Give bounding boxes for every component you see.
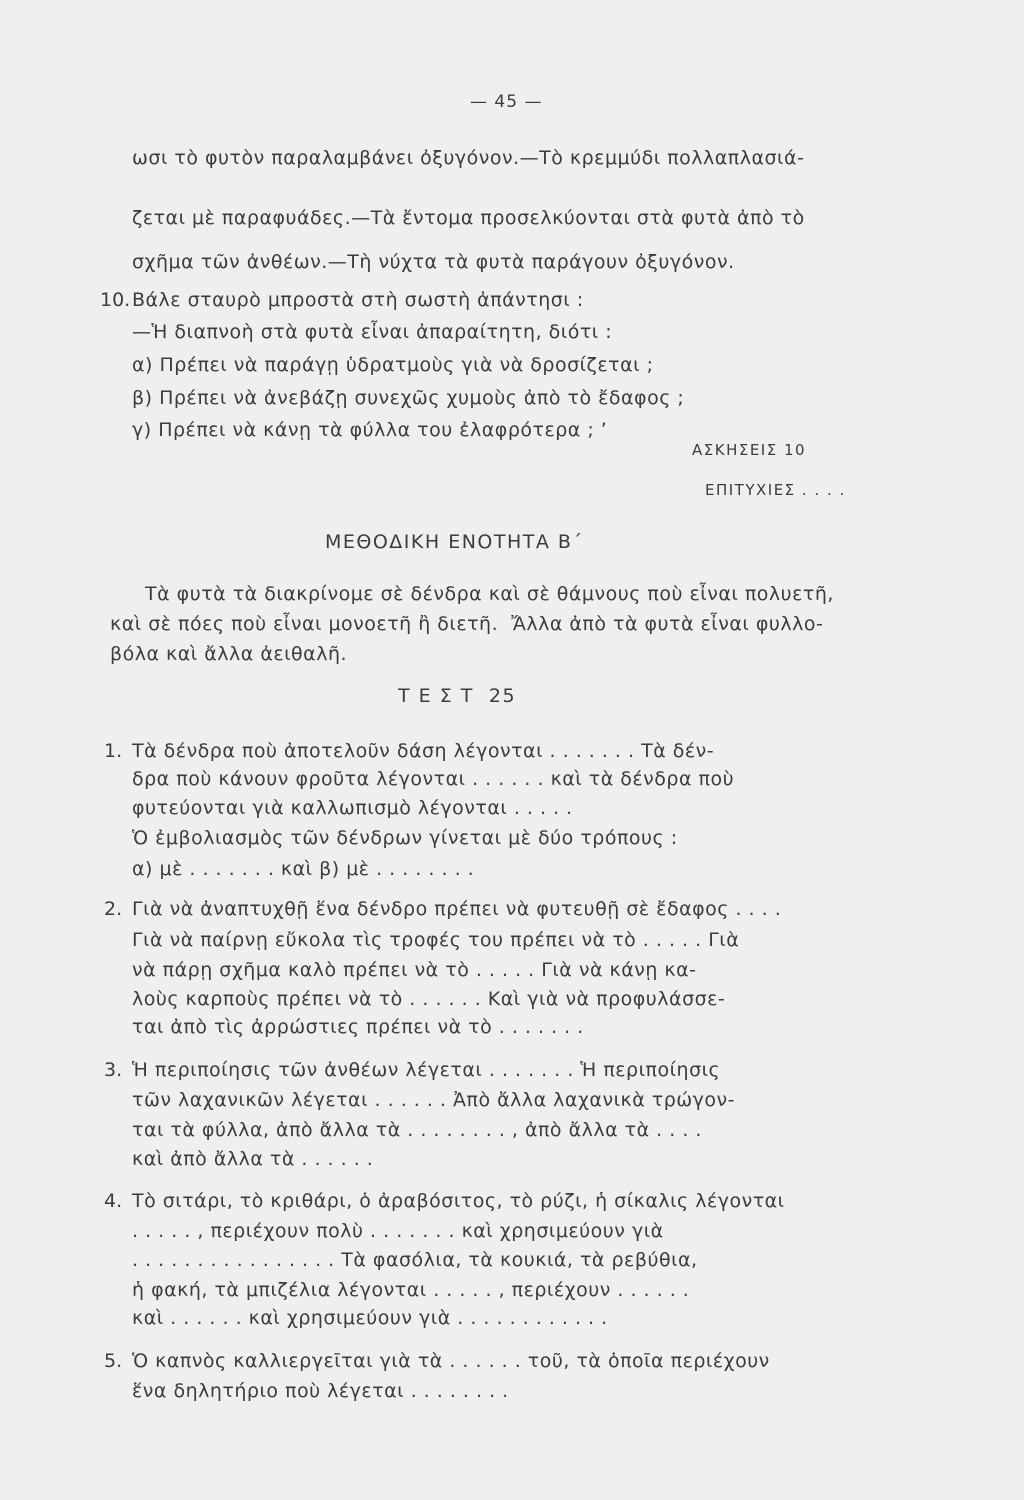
section-line: Τὰ φυτὰ τὰ διακρίνομε σὲ δένδρα καὶ σὲ θάμνους ποὺ εἶναι πολυετῆ, (145, 583, 834, 605)
question-line: φυτεύονται γιὰ καλλωπισμὸ λέγονται . . . . . (132, 797, 573, 819)
question-line: Ὁ καπνὸς καλλιεργεῖται γιὰ τὰ . . . . . . τοῦ, τὰ ὁποῖα περιέχουν (132, 1350, 770, 1372)
question-line: Τὰ δένδρα ποὺ ἀποτελοῦν δάση λέγονται . . . . . . . Τὰ δέν- (132, 740, 715, 762)
question-line: . . . . . , περιέχουν πολὺ . . . . . . . καὶ χρησιμεύουν γιὰ (132, 1220, 664, 1242)
question-line: δρα ποὺ κάνουν φροῦτα λέγονται . . . . . . καὶ τὰ δένδρα ποὺ (132, 768, 735, 790)
question-number: 3. (104, 1059, 123, 1081)
question-number: 2. (104, 898, 123, 920)
score-exercises: ΑΣΚΗΣΕΙΣ 10 (692, 441, 807, 459)
exercise-number: 10. (100, 289, 131, 311)
test-title: Τ Ε Σ Τ 25 (398, 685, 517, 707)
question-line: α) μὲ . . . . . . . καὶ β) μὲ . . . . . . . . (132, 858, 475, 880)
question-line: Ἡ περιποίησις τῶν ἀνθέων λέγεται . . . . . . . Ἡ περιποίησις (132, 1059, 721, 1081)
question-line: καὶ ἀπὸ ἄλλα τὰ . . . . . . (132, 1148, 374, 1170)
question-line: τῶν λαχανικῶν λέγεται . . . . . . Ἀπὸ ἄλλα λαχανικὰ τρώγον- (132, 1089, 736, 1111)
question-line: ἡ φακή, τὰ μπιζέλια λέγονται . . . . . , περιέχουν . . . . . . (132, 1279, 690, 1301)
section-line: καὶ σὲ πόες ποὺ εἶναι μονοετῆ ἢ διετῆ. Ἄλλα ἀπὸ τὰ φυτὰ εἶναι φυλλο- (110, 613, 824, 635)
question-line: ται τὰ φύλλα, ἀπὸ ἄλλα τὰ . . . . . . . . , ἀπὸ ἄλλα τὰ . . . . (132, 1119, 702, 1141)
section-line: βόλα καὶ ἄλλα ἀειθαλῆ. (110, 643, 348, 665)
question-number: 5. (104, 1350, 123, 1372)
question-line: . . . . . . . . . . . . . . . . Τὰ φασόλια, τὰ κουκιά, τὰ ρεβύθια, (132, 1249, 698, 1271)
exercise-line: —Ἡ διαπνοὴ στὰ φυτὰ εἶναι ἀπαραίτητη, διότι : (132, 321, 613, 343)
score-successes: ΕΠΙΤΥΧΙΕΣ . . . . (705, 481, 846, 499)
question-line: Ὁ ἐμβολιασμὸς τῶν δένδρων γίνεται μὲ δύο τρόπους : (132, 827, 678, 849)
question-line: ται ἀπὸ τὶς ἀρρώστιες πρέπει νὰ τὸ . . . . . . . (132, 1016, 584, 1038)
intro-line: ωσι τὸ φυτὸν παραλαμβάνει ὀξυγόνον.—Τὸ κρεμμύδι πολλαπλασιά- (132, 147, 805, 169)
section-title: ΜΕΘΟΔΙΚΗ ΕΝΟΤΗΤΑ Β΄ (325, 531, 584, 553)
question-number: 4. (104, 1190, 123, 1212)
question-line: νὰ πάρῃ σχῆμα καλὸ πρέπει νὰ τὸ . . . . . Γιὰ νὰ κάνῃ κα- (132, 959, 697, 981)
page-number: — 45 — (470, 92, 543, 112)
exercise-option: β) Πρέπει νὰ ἀνεβάζῃ συνεχῶς χυμοὺς ἀπὸ τὸ ἔδαφος ; (132, 387, 685, 409)
exercise-option: γ) Πρέπει νὰ κάνῃ τὰ φύλλα του ἐλαφρότερα ; ’ (132, 419, 608, 441)
question-line: Γιὰ νὰ παίρνῃ εὔκολα τὶς τροφές του πρέπει νὰ τὸ . . . . . Γιὰ (132, 929, 740, 951)
question-line: Τὸ σιτάρι, τὸ κριθάρι, ὁ ἀραβόσιτος, τὸ ρύζι, ἡ σίκαλις λέγονται (132, 1190, 785, 1212)
question-line: Γιὰ νὰ ἀναπτυχθῇ ἕνα δένδρο πρέπει νὰ φυτευθῇ σὲ ἔδαφος . . . . (132, 898, 782, 920)
exercise-line: Βάλε σταυρὸ μπροστὰ στὴ σωστὴ ἀπάντησι : (132, 289, 584, 311)
question-line: καὶ . . . . . . καὶ χρησιμεύουν γιὰ . . . . . . . . . . . . (132, 1307, 608, 1329)
question-line: ἕνα δηλητήριο ποὺ λέγεται . . . . . . . . (132, 1380, 509, 1402)
question-line: λοὺς καρποὺς πρέπει νὰ τὸ . . . . . . Καὶ γιὰ νὰ προφυλάσσε- (132, 988, 726, 1010)
intro-line: σχῆμα τῶν ἀνθέων.—Τὴ νύχτα τὰ φυτὰ παράγουν ὀξυγόνον. (132, 251, 735, 273)
exercise-option: α) Πρέπει νὰ παράγῃ ὑδρατμοὺς γιὰ νὰ δροσίζεται ; (132, 354, 654, 376)
question-number: 1. (104, 740, 123, 762)
intro-line: ζεται μὲ παραφυάδες.—Τὰ ἔντομα προσελκύονται στὰ φυτὰ ἀπὸ τὸ (132, 207, 805, 229)
